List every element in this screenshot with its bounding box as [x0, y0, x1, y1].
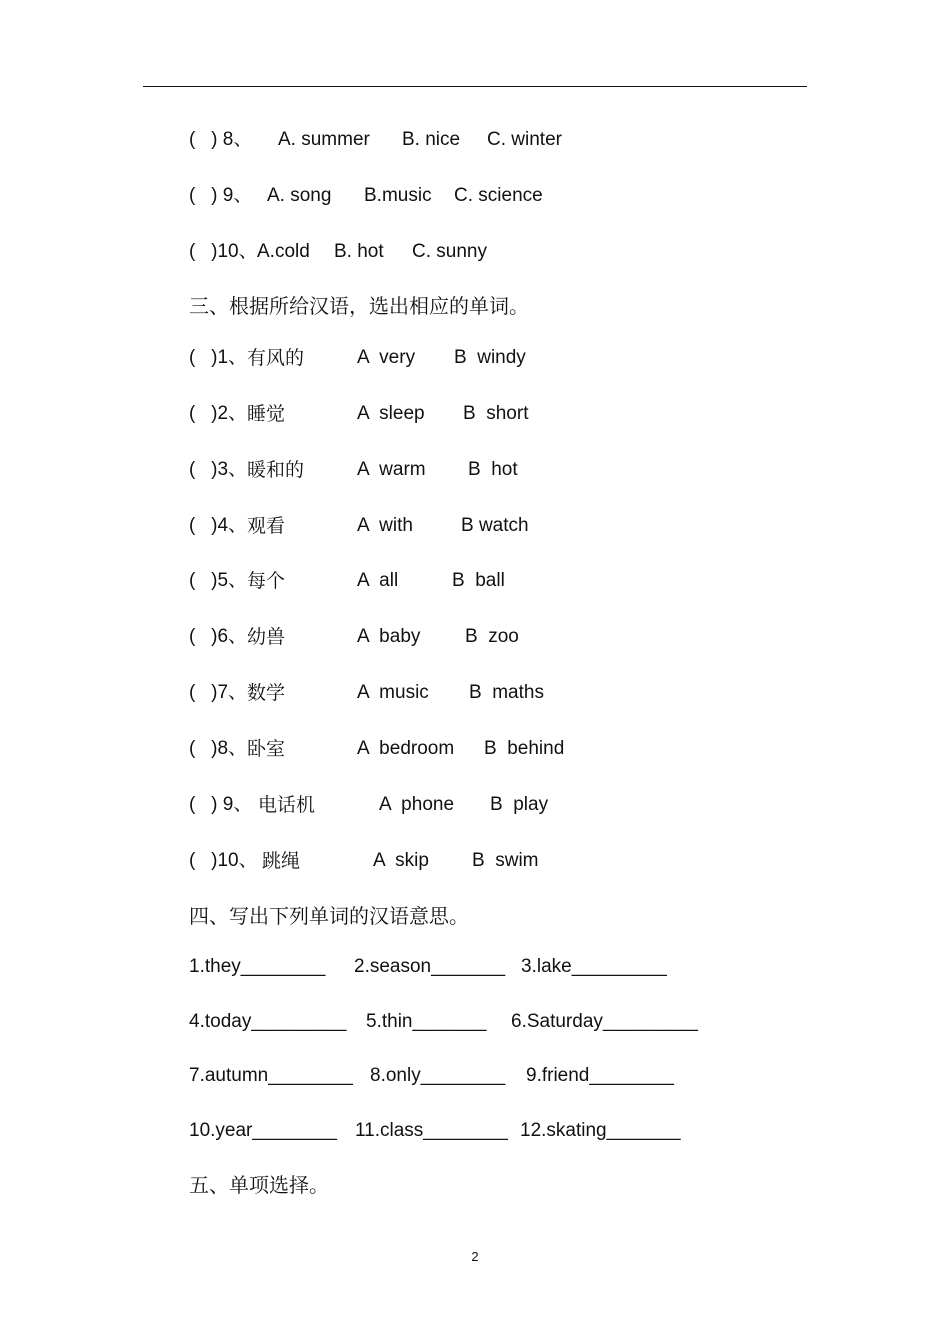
option-a: A baby: [357, 626, 421, 647]
blank-item: 10.year________: [189, 1120, 337, 1141]
question-number: ( )10、: [189, 850, 258, 871]
option-b: B. hot: [334, 241, 384, 262]
blank-item: 8.only________: [370, 1065, 506, 1086]
page-number: 2: [471, 1249, 479, 1264]
option-a: A skip: [373, 850, 429, 871]
chinese-word: 电话机: [258, 794, 316, 816]
question-number: ( ) 8、: [189, 129, 253, 150]
option-b: B short: [463, 403, 529, 424]
chinese-word: 每个: [247, 570, 286, 592]
question-number: ( ) 9、: [189, 185, 253, 206]
question-number: ( )3、: [189, 459, 248, 480]
option-a: A all: [357, 570, 399, 591]
chinese-word: 幼兽: [247, 626, 286, 648]
option-b: B. nice: [402, 129, 461, 150]
blank-item: 12.skating_______: [520, 1120, 681, 1141]
option-a: A sleep: [357, 403, 425, 424]
blank-item: 3.lake_________: [521, 956, 667, 977]
option-a: A very: [357, 347, 416, 368]
blank-item: 9.friend________: [526, 1065, 674, 1086]
option-c: C. winter: [487, 129, 562, 150]
chinese-word: 观看: [247, 515, 286, 537]
option-a: A phone: [379, 794, 455, 815]
chinese-word: 有风的: [247, 347, 305, 369]
option-c: C. sunny: [412, 241, 487, 262]
option-a: A.cold: [257, 241, 310, 262]
option-a: A warm: [357, 459, 426, 480]
section-3-title: 三、根据所给汉语，选出相应的单词。: [189, 294, 529, 318]
section-4-title: 四、写出下列单词的汉语意思。: [189, 904, 469, 928]
option-b: B zoo: [465, 626, 519, 647]
question-number: ( )6、: [189, 626, 248, 647]
option-b: B maths: [469, 682, 544, 703]
chinese-word: 卧室: [247, 738, 286, 760]
question-number: ( )1、: [189, 347, 248, 368]
chinese-word: 数学: [247, 682, 286, 704]
chinese-word: 睡觉: [247, 403, 286, 425]
blank-item: 11.class________: [355, 1120, 508, 1141]
option-b: B swim: [472, 850, 539, 871]
chinese-word: 暖和的: [247, 459, 305, 481]
section-5-title: 五、单项选择。: [189, 1173, 329, 1197]
blank-item: 1.they________: [189, 956, 326, 977]
blank-item: 7.autumn________: [189, 1065, 353, 1086]
blank-item: 5.thin_______: [366, 1011, 487, 1032]
option-a: A music: [357, 682, 429, 703]
option-a: A. song: [267, 185, 332, 206]
question-number: ( )8、: [189, 738, 248, 759]
question-number: ( )7、: [189, 682, 248, 703]
option-b: B ball: [452, 570, 505, 591]
blank-item: 6.Saturday_________: [511, 1011, 698, 1032]
option-b: B windy: [454, 347, 526, 368]
blank-item: 2.season_______: [354, 956, 506, 977]
option-c: C. science: [454, 185, 543, 206]
question-number: ( )2、: [189, 403, 248, 424]
option-b: B hot: [468, 459, 518, 480]
option-a: A with: [357, 515, 413, 536]
header-rule: [143, 86, 807, 87]
option-b: B play: [490, 794, 549, 815]
question-number: ( )10、: [189, 241, 258, 262]
option-a: A bedroom: [357, 738, 455, 759]
option-a: A. summer: [278, 129, 370, 150]
option-b: B.music: [364, 185, 432, 206]
option-b: B watch: [461, 515, 529, 536]
question-number: ( )5、: [189, 570, 248, 591]
question-number: ( )4、: [189, 515, 248, 536]
question-number: ( ) 9、: [189, 794, 253, 815]
option-b: B behind: [484, 738, 565, 759]
blank-item: 4.today_________: [189, 1011, 347, 1032]
chinese-word: 跳绳: [262, 850, 301, 872]
